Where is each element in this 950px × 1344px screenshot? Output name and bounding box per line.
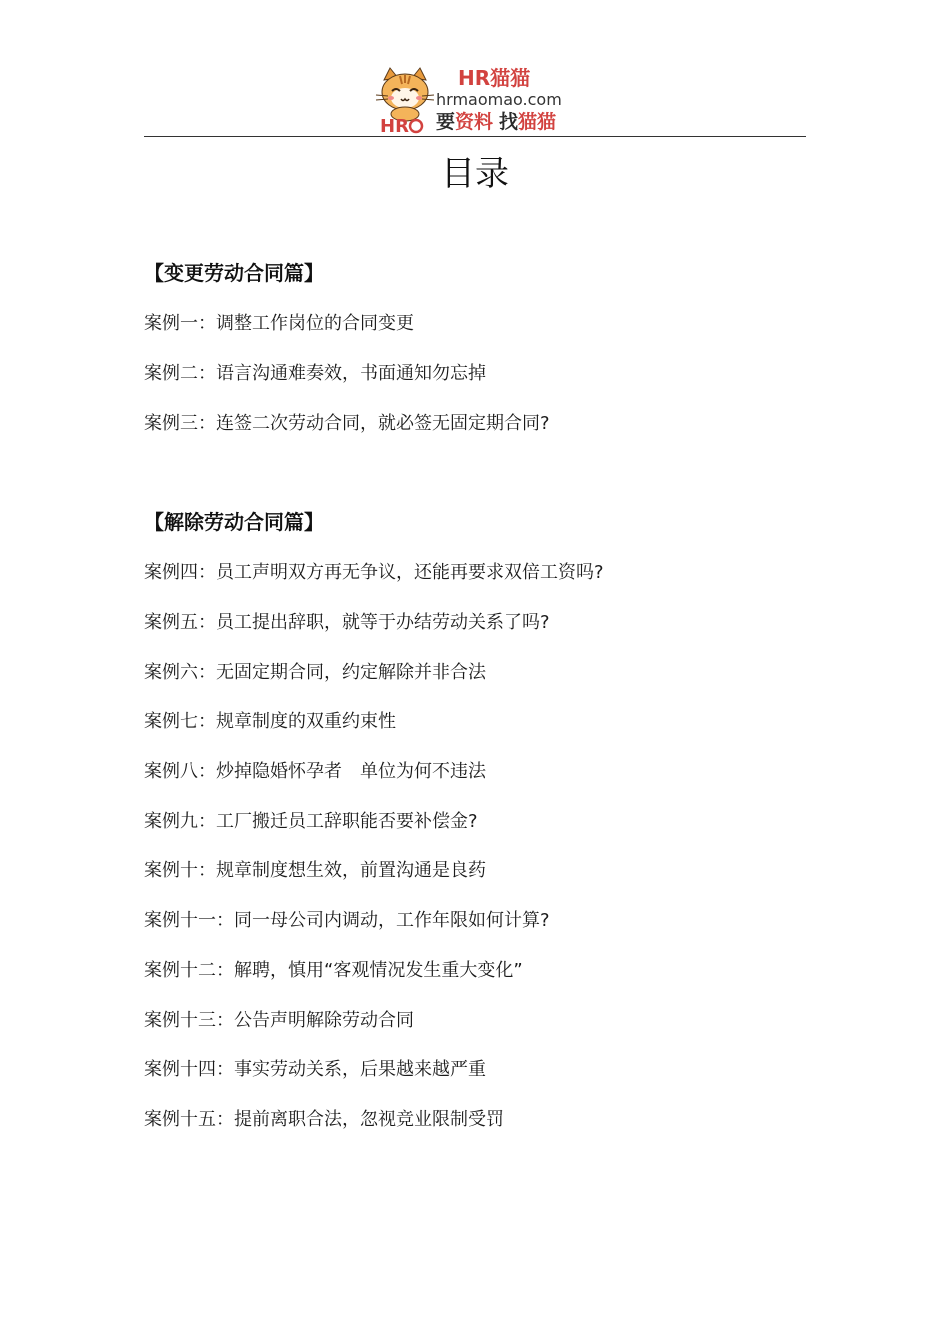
toc-item[interactable]: 案例八：炒掉隐婚怀孕者 单位为何不违法 <box>144 761 486 782</box>
page-header <box>0 62 950 138</box>
toc-item[interactable]: 案例六：无固定期合同，约定解除并非合法 <box>144 662 486 683</box>
toc-item[interactable]: 案例十一：同一母公司内调动，工作年限如何计算? <box>144 910 550 931</box>
section-heading-terminate-contract: 【解除劳动合同篇】 <box>144 510 324 534</box>
brand-name: HR猫猫 <box>458 66 531 90</box>
brand-domain: hrmaomao.com <box>436 90 562 109</box>
toc-item[interactable]: 案例四：员工声明双方再无争议，还能再要求双倍工资吗? <box>144 562 604 583</box>
toc-item[interactable]: 案例二：语言沟通难奏效，书面通知勿忘掉 <box>144 363 486 384</box>
brand-slogan <box>436 110 586 134</box>
logo-text-block <box>436 66 586 134</box>
section-heading-change-contract: 【变更劳动合同篇】 <box>144 261 324 285</box>
slogan-part-3: 找 <box>499 111 519 133</box>
toc-item[interactable]: 案例十三：公告声明解除劳动合同 <box>144 1010 414 1031</box>
header-divider <box>144 136 806 137</box>
toc-item[interactable]: 案例一：调整工作岗位的合同变更 <box>144 313 414 334</box>
slogan-part-1: 要 <box>436 111 456 133</box>
toc-item[interactable]: 案例十五：提前离职合法，忽视竞业限制受罚 <box>144 1109 504 1130</box>
toc-item[interactable]: 案例十二：解聘，慎用“客观情况发生重大变化” <box>144 960 523 981</box>
page-title: 目录 <box>441 154 509 194</box>
toc-item[interactable]: 案例五：员工提出辞职，就等于办结劳动关系了吗? <box>144 612 550 633</box>
toc-item[interactable]: 案例七：规章制度的双重约束性 <box>144 711 396 732</box>
toc-item[interactable]: 案例三：连签二次劳动合同，就必签无固定期合同? <box>144 413 550 434</box>
toc-item[interactable]: 案例九：工厂搬迁员工辞职能否要补偿金? <box>144 811 478 832</box>
hr-maomao-logo[interactable] <box>372 66 582 138</box>
slogan-part-4: 猫猫 <box>518 111 557 133</box>
cat-mascot-icon <box>372 66 438 136</box>
logo-letters: HR <box>380 116 409 136</box>
slogan-part-2: 资料 <box>455 111 494 133</box>
toc-item[interactable]: 案例十四：事实劳动关系，后果越来越严重 <box>144 1059 486 1080</box>
toc-item[interactable]: 案例十：规章制度想生效，前置沟通是良药 <box>144 860 486 881</box>
